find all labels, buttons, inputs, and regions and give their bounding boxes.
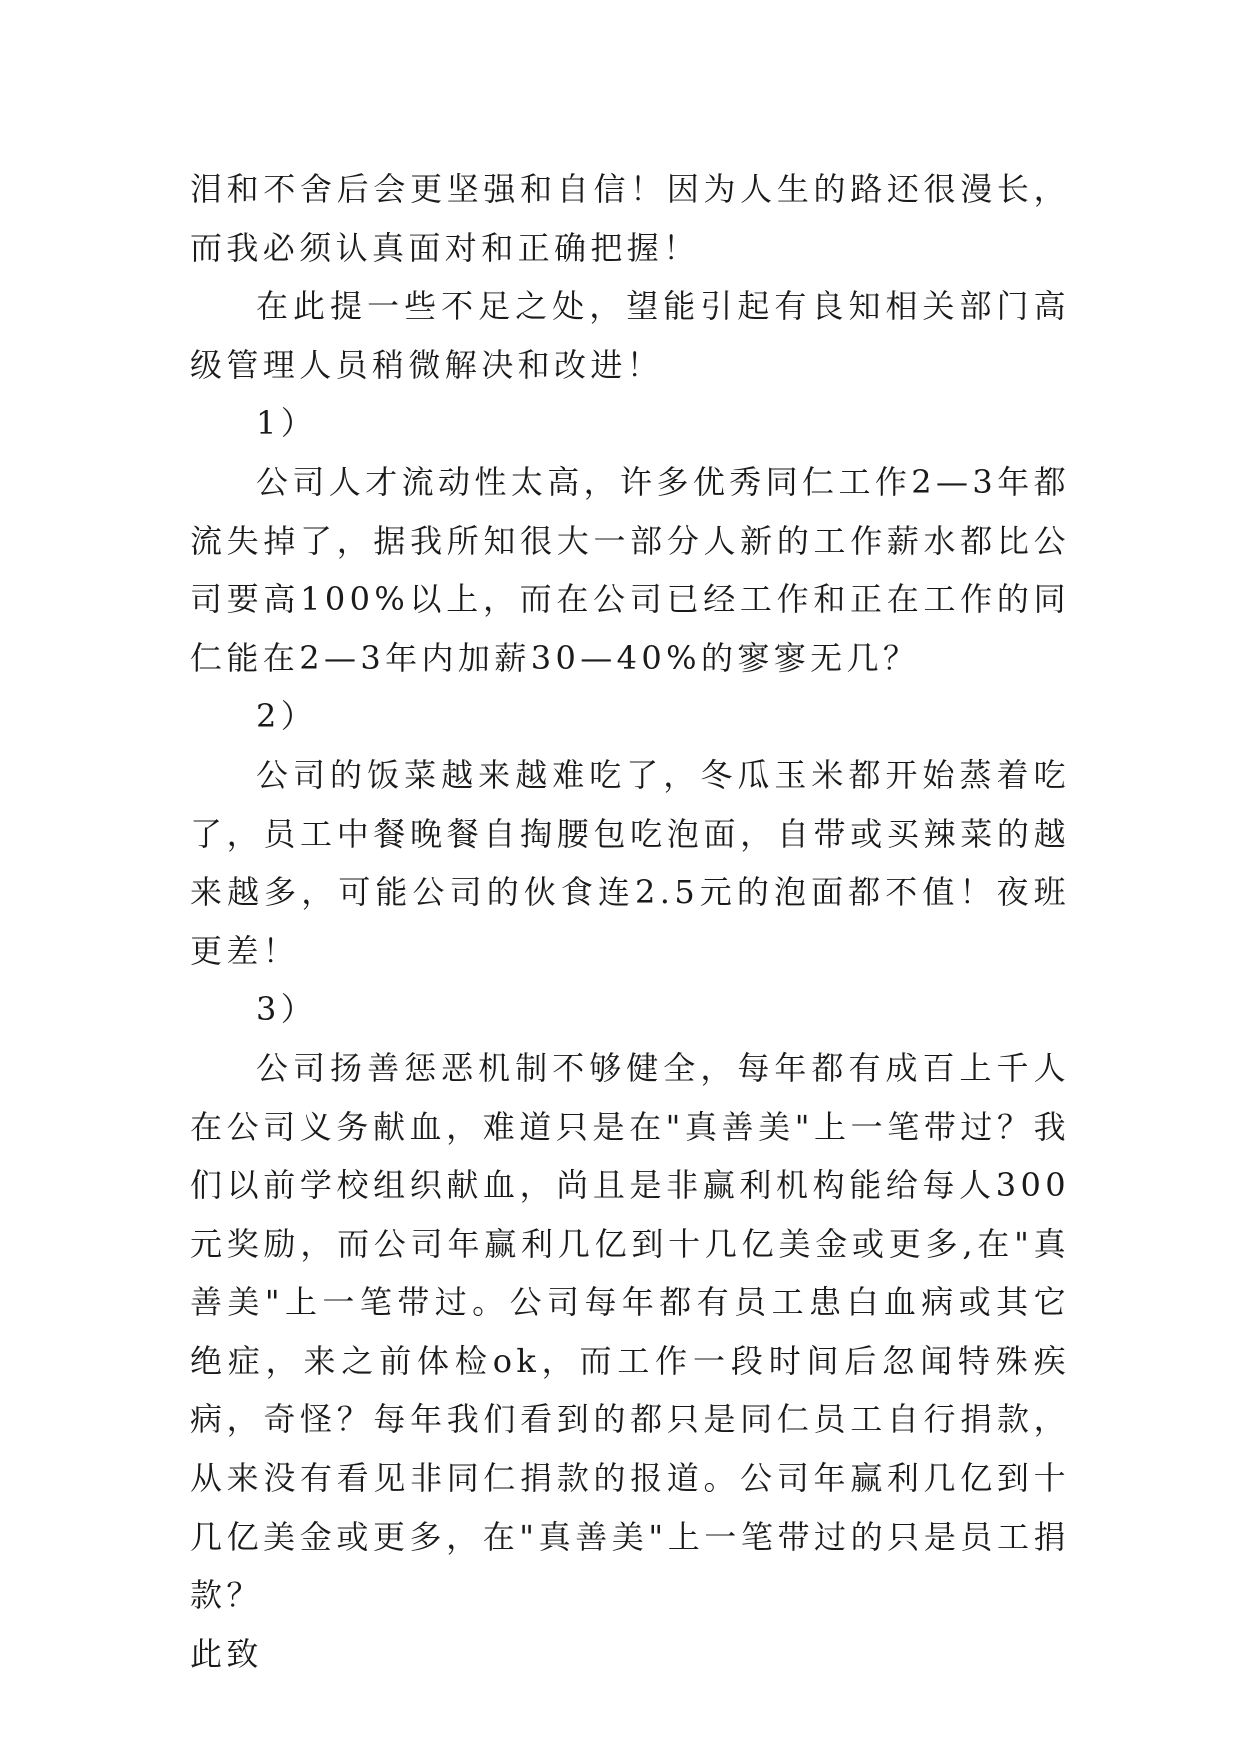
paragraph-continuation: 泪和不舍后会更坚强和自信！因为人生的路还很漫长，而我必须认真面对和正确把握！: [190, 170, 1070, 267]
item-number-1: 1）: [256, 404, 318, 443]
paragraph-item-1: 公司人才流动性太高，许多优秀同仁工作2—3年都流失掉了，据我所知很大一部分人新的工作薪水都比公司要高100%以上，而在公司已经工作和正在工作的同仁能在2—3年内加薪30—40%的寥寥无几？: [190, 462, 1070, 677]
item-number-3: 3）: [256, 990, 318, 1029]
document-page: [190, 160, 1070, 1683]
paragraph-item-3: 公司扬善惩恶机制不够健全，每年都有成百上千人在公司义务献血，难道只是在"真善美"上一笔带过？我们以前学校组织献血，尚且是非赢利机构能给每人300元奖励，而公司年赢利几亿到十几亿美金或更多,在"真善美"上一笔带过。公司每年都有员工患白血病或其它绝症，来之前体检ok，而工作一段时间后忽闻特殊疾病，奇怪？每年我们看到的都只是同仁员工自行捐款，从来没有看见非同仁捐款的报道。公司年赢利几亿到十几亿美金或更多，在"真善美"上一笔带过的只是员工捐款？: [190, 1048, 1070, 1615]
closing-salutation: 此致: [190, 1634, 263, 1673]
paragraph-intro: 在此提一些不足之处，望能引起有良知相关部门高级管理人员稍微解决和改进！: [190, 287, 1070, 384]
item-number-2: 2）: [256, 697, 318, 736]
paragraph-item-2: 公司的饭菜越来越难吃了，冬瓜玉米都开始蒸着吃了，员工中餐晚餐自掏腰包吃泡面，自带或买辣菜的越来越多，可能公司的伙食连2.5元的泡面都不值！夜班更差！: [190, 755, 1070, 970]
